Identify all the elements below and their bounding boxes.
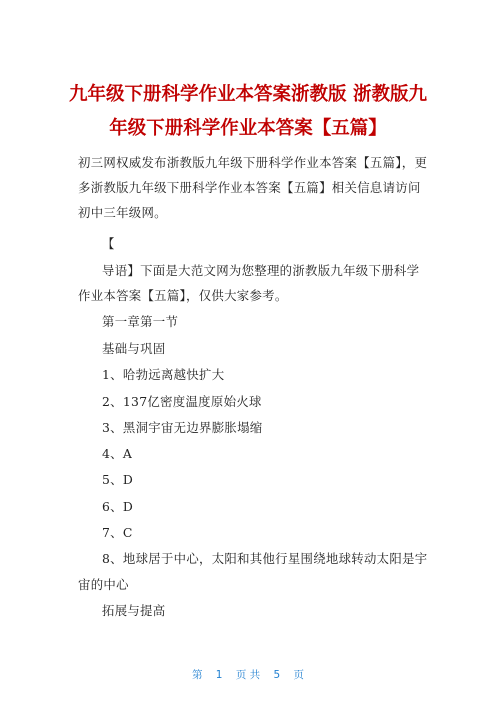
answer-line: 3、黑洞宇宙无边界膨胀塌缩	[102, 420, 263, 435]
body-line: 多浙教版九年级下册科学作业本答案【五篇】相关信息请访问	[78, 180, 421, 195]
footer-label-end: 页	[293, 669, 305, 681]
answer-line: 6、D	[102, 499, 134, 514]
body-line: 初中三年级网。	[78, 205, 167, 220]
answer-line: 8、地球居于中心，太阳和其他行星围绕地球转动太阳是宇	[102, 551, 428, 566]
body-line: 【	[102, 236, 115, 251]
title-line-1: 九年级下册科学作业本答案浙教版 浙教版九	[69, 84, 427, 105]
answer-line: 1、哈勃远离越快扩大	[102, 367, 225, 382]
page-footer	[0, 667, 496, 682]
subsection-heading: 拓展与提高	[102, 603, 166, 618]
body-line: 初三网权威发布浙教版九年级下册科学作业本答案【五篇】，更	[78, 155, 428, 170]
title-line-2: 年级下册科学作业本答案【五篇】	[109, 118, 387, 139]
footer-current-page: 1	[215, 669, 223, 681]
body-line: 作业本答案【五篇】，仅供大家参考。	[78, 288, 288, 303]
answer-line: 2、137亿密度温度原始火球	[102, 394, 262, 409]
answer-line: 4、A	[102, 446, 133, 461]
subsection-heading: 基础与巩固	[102, 341, 166, 356]
answer-line: 宙的中心	[78, 577, 129, 592]
document-title	[60, 78, 436, 146]
footer-total-pages: 5	[273, 669, 281, 681]
footer-label-total: 页 共	[235, 669, 261, 681]
section-heading: 第一章第一节	[102, 314, 179, 329]
answer-line: 5、D	[102, 472, 134, 487]
answer-line: 7、C	[102, 525, 133, 540]
body-line: 导语】下面是大范文网为您整理的浙教版九年级下册科学	[102, 263, 420, 278]
footer-label-page: 第	[191, 669, 203, 681]
